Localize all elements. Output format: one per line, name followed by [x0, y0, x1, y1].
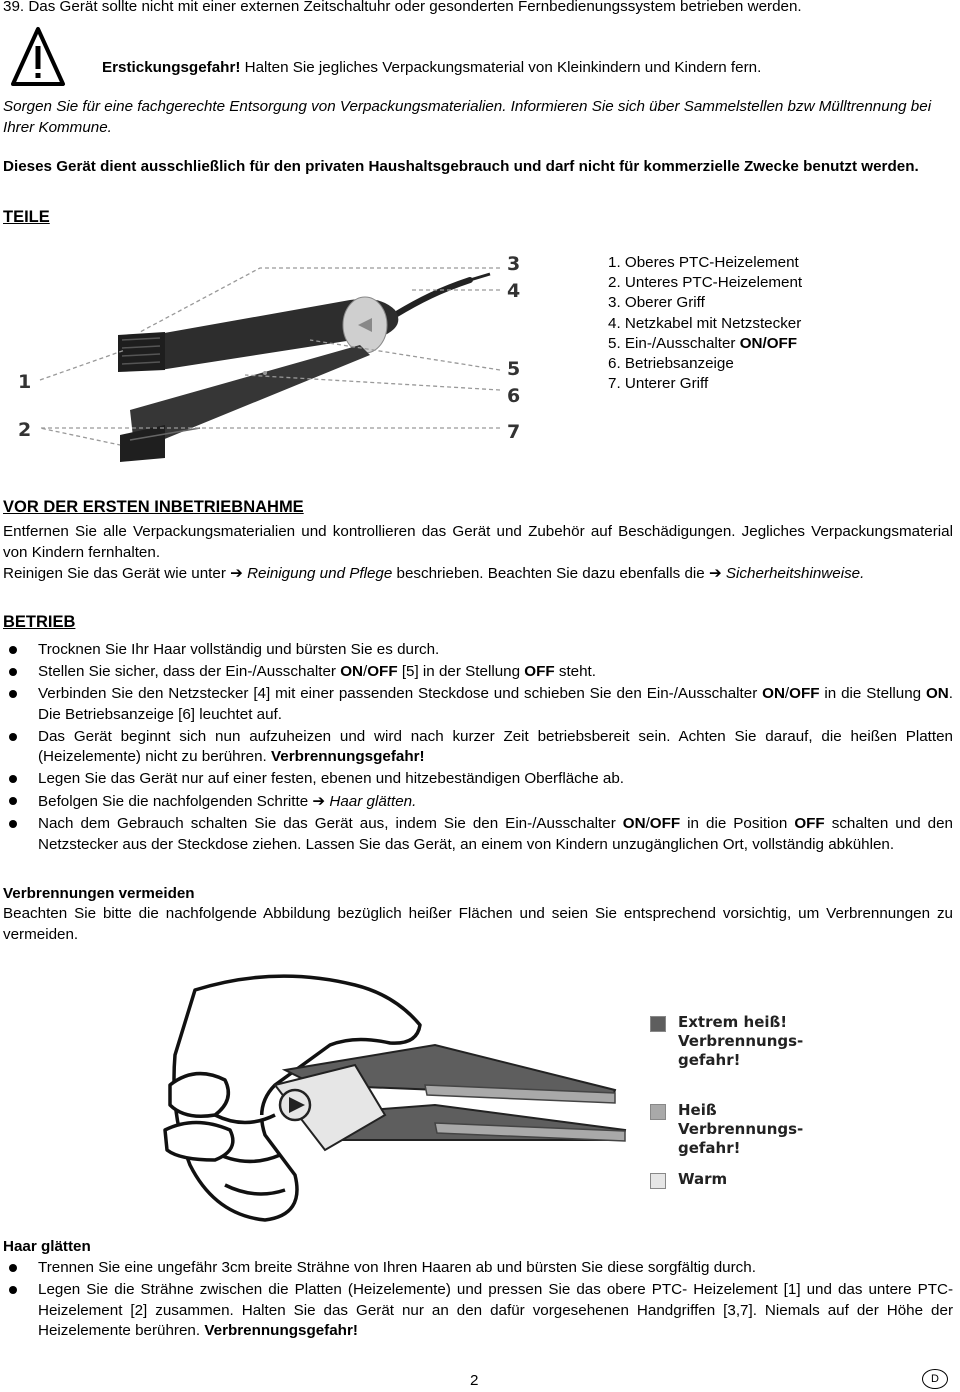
betrieb-list: [3, 640, 953, 857]
list-item: Befolgen Sie die nachfolgenden Schritte ➔ Haar glätten.: [3, 791, 953, 813]
household-note: Dieses Gerät dient ausschließlich für den privaten Haushaltsgebrauch und darf nicht für kommerzielle Zwecke benutzt werden.: [3, 158, 919, 175]
list-item: Stellen Sie sicher, dass der Ein-/Ausschalter ON/OFF [5] in der Stellung OFF steht.: [3, 662, 953, 683]
swatch-extreme: [650, 1016, 666, 1032]
part-item: 5. Ein-/Ausschalter ON/OFF: [608, 334, 798, 352]
warning-bold: Erstickungsgefahr!: [102, 59, 241, 76]
callout-6: 6: [507, 385, 521, 407]
arrow-icon: ➔: [312, 792, 326, 810]
callout-5: 5: [507, 358, 521, 380]
callout-3: 3: [507, 253, 521, 275]
part-item: 2. Unteres PTC-Heizelement: [608, 274, 803, 292]
vor-paragraph-2: Reinigen Sie das Gerät wie unter ➔ Reinigung und Pflege beschrieben. Beachten Sie dazu ebenfalls die ➔ Sicherheitshinweise.: [3, 564, 865, 582]
part-item: 7. Unterer Griff: [608, 375, 709, 393]
warning-text: [102, 58, 952, 79]
callout-2: 2: [18, 419, 32, 441]
part-item: 6. Betriebsanzeige: [608, 355, 734, 373]
betrieb-heading: BETRIEB: [3, 613, 76, 631]
disposal-note: Sorgen Sie für eine fachgerechte Entsorgung von Verpackungsmaterialien. Informieren Sie sich über Sammelstellen bzw Mülltrennung bei Ihrer Kommune.: [3, 98, 932, 136]
burns-heading: Verbrennungen vermeiden: [3, 885, 195, 902]
callout-7: 7: [507, 421, 521, 443]
parts-list: [608, 253, 802, 394]
straightener-illustration: [0, 240, 560, 470]
list-item: Legen Sie das Gerät nur auf einer festen, ebenen und hitzebeständigen Oberfläche ab.: [3, 769, 953, 790]
page-number: 2: [470, 1372, 479, 1389]
warning-triangle-icon: [10, 26, 66, 88]
warning-rest: Halten Sie jegliches Verpackungsmaterial von Kleinkindern und Kindern fern.: [240, 59, 762, 76]
list-item: Trennen Sie eine ungefähr 3cm breite Strähne von Ihren Haaren ab und bürsten Sie diese sorgfältig durch.: [3, 1258, 953, 1279]
arrow-icon: ➔: [708, 564, 722, 582]
list-item: Verbinden Sie den Netzstecker [4] mit einer passenden Steckdose und schieben Sie den Ein-/Ausschalter ON/OFF in die Stellung ON. Die Betriebsanzeige [6] leuchtet auf.: [3, 684, 953, 725]
callout-4: 4: [507, 280, 521, 302]
arrow-icon: ➔: [230, 564, 243, 582]
hand-illustration: [155, 965, 655, 1230]
item-39: 39. Das Gerät sollte nicht mit einer externen Zeitschaltuhr oder gesonderten Fernbedienungssystem betrieben werden.: [3, 0, 802, 15]
swatch-warm: [650, 1173, 666, 1189]
language-code: D: [931, 1372, 939, 1385]
teile-heading: TEILE: [3, 208, 50, 226]
glaetten-list: [3, 1258, 953, 1343]
glaetten-heading: Haar glätten: [3, 1238, 91, 1255]
swatch-hot: [650, 1104, 666, 1120]
callout-1: 1: [18, 371, 32, 393]
part-item: 1. Oberes PTC-Heizelement: [608, 254, 799, 271]
list-item: Nach dem Gebrauch schalten Sie das Gerät aus, indem Sie den Ein-/Ausschalter ON/OFF in die Position OFF schalten und den Netzstecker aus der Steckdose ziehen. Lassen Sie das Gerät, an einem von Kindern unzugänglichen Ort, vollständig abkühlen.: [3, 814, 953, 855]
list-item: Trocknen Sie Ihr Haar vollständig und bürsten Sie es durch.: [3, 640, 953, 661]
burns-text: Beachten Sie bitte die nachfolgende Abbildung bezüglich heißer Flächen und seien Sie entsprechend vorsichtig, um Verbrennungen zu vermeiden.: [3, 905, 953, 943]
part-item: 4. Netzkabel mit Netzstecker: [608, 314, 802, 332]
list-item: Legen Sie die Strähne zwischen die Platten (Heizelemente) und pressen Sie das obere PTC- Heizelement [1] und das untere PTC- Heizelement [2] zusammen. Halten Sie das Gerät nur an den dafür vorgesehenen Handgriffen [3,7]. Niemals auf der Höhe der Heizelemente berühren. Verbrennungsgefahr!: [3, 1280, 953, 1342]
language-badge: [922, 1369, 948, 1389]
vor-paragraph-1: Entfernen Sie alle Verpackungsmaterialien und kontrollieren das Gerät und Zubehör auf Beschädigungen. Jegliches Verpackungsmaterial von Kindern fernhalten.: [3, 523, 953, 561]
vor-heading: VOR DER ERSTEN INBETRIEBNAHME: [3, 498, 304, 516]
part-item: 3. Oberer Griff: [608, 294, 705, 312]
list-item: Das Gerät beginnt sich nun aufzuheizen und wird nach kurzer Zeit betriebsbereit sein. Achten Sie darauf, die heißen Platten (Heizelemente) nicht zu berühren. Verbrennungsgefahr!: [3, 727, 953, 768]
